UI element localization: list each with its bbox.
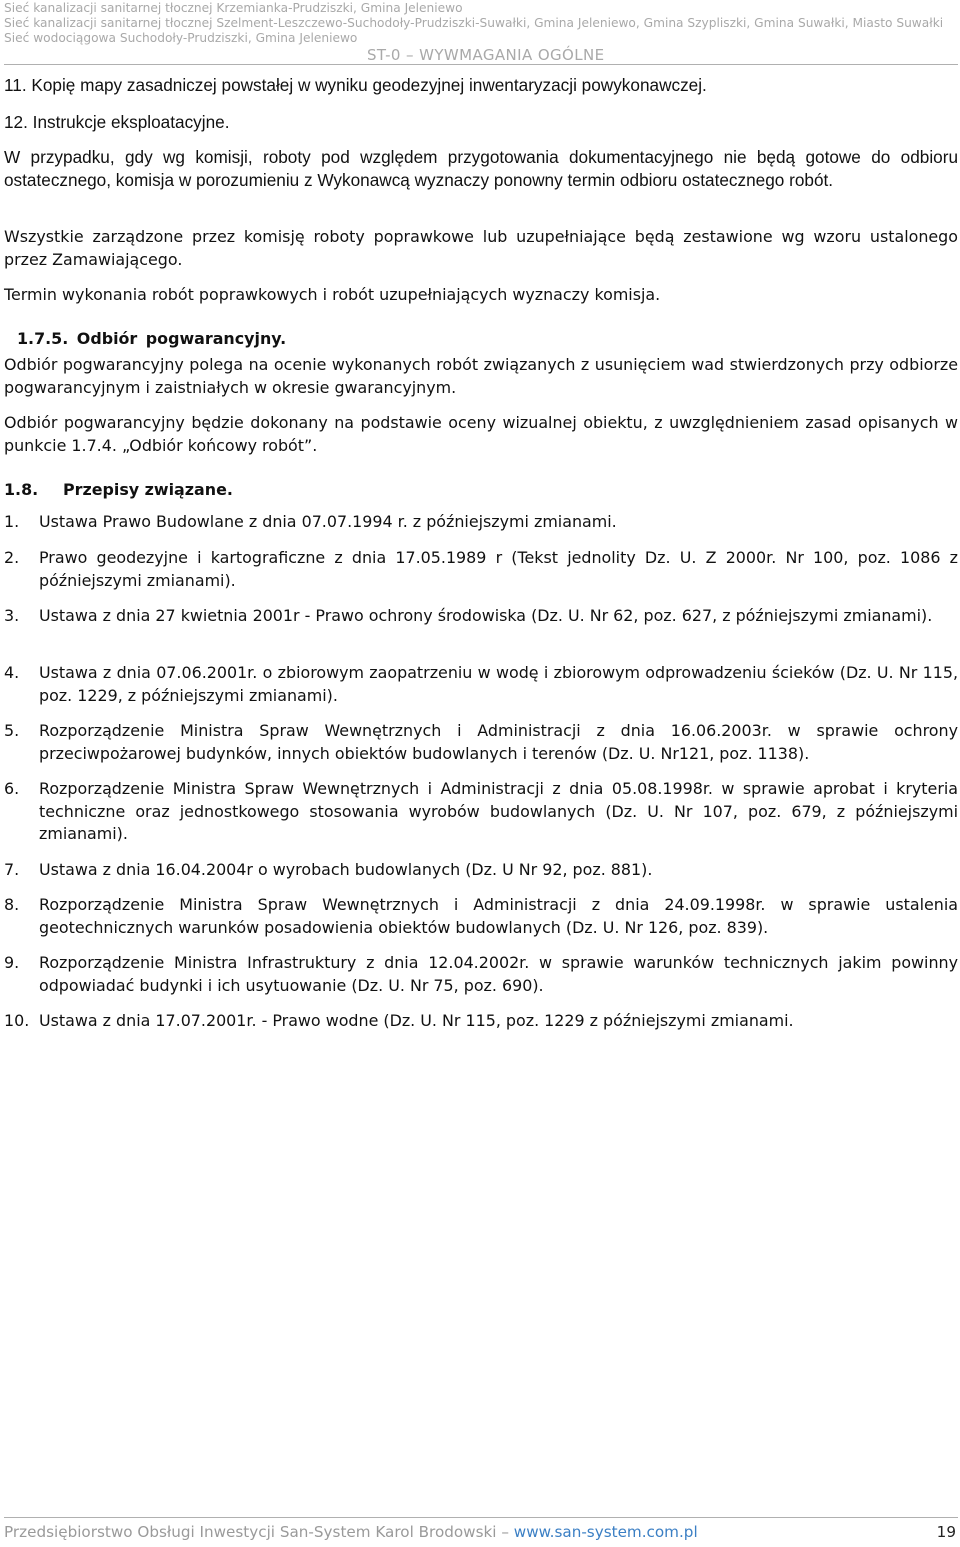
header-line-3: Sieć wodociągowa Suchodoły-Prudziszki, Gmina Jeleniewo — [4, 31, 358, 46]
section-heading-1-7-5: 1.7.5. Odbiór pogwarancyjny. — [17, 329, 287, 348]
regulation-text: Rozporządzenie Ministra Spraw Wewnętrznych i Administracji z dnia 16.06.2003r. w sprawie ochrony przeciwpożarowej budynków, innych obiektów budowlanych i terenów (Dz. U. Nr121, poz. 1138). — [39, 721, 958, 763]
regulation-text: Ustawa z dnia 07.06.2001r. o zbiorowym zaopatrzeniu w wodę i zbiorowym odprowadzeniu ścieków (Dz. U. Nr 115, poz. 1229, z późniejszymi zmianami). — [39, 663, 958, 705]
regulation-text: Ustawa z dnia 17.07.2001r. - Prawo wodne (Dz. U. Nr 115, poz. 1229 z późniejszymi zmianami. — [39, 1011, 794, 1030]
regulation-text: Ustawa z dnia 27 kwietnia 2001r - Prawo ochrony środowiska (Dz. U. Nr 62, poz. 627, z późniejszymi zmianami). — [39, 606, 933, 625]
section-number-1-8: 1.8. — [4, 480, 39, 499]
regulation-item — [4, 952, 958, 997]
regulation-number: 5. — [4, 721, 20, 740]
header-line-2: Sieć kanalizacji sanitarnej tłocznej Szelment-Leszczewo-Suchodoły-Prudziszki-Suwałki, Gmina Jeleniewo, Gmina Szypliszki, Gmina Suwałki, Miasto Suwałki — [4, 16, 944, 31]
footer-divider — [4, 1517, 958, 1518]
regulation-number: 9. — [4, 953, 20, 972]
page-footer — [4, 1523, 956, 1547]
company-website-link[interactable]: www.san-system.com.pl — [513, 1523, 698, 1541]
regulation-text: Rozporządzenie Ministra Spraw Wewnętrznych i Administracji z dnia 24.09.1998r. w sprawie ustalenia geotechnicznych warunków posadowienia obiektów budowlanych (Dz. U. Nr 126, poz. 839). — [39, 895, 958, 937]
regulation-text: Rozporządzenie Ministra Infrastruktury z dnia 12.04.2002r. w sprawie warunków technicznych jakim powinny odpowiadać budynki i ich usytuowanie (Dz. U. Nr 75, poz. 690). — [39, 953, 958, 995]
regulation-item — [4, 1010, 958, 1033]
regulation-text: Ustawa Prawo Budowlane z dnia 07.07.1994 r. z późniejszymi zmianami. — [39, 512, 617, 531]
regulation-text: Prawo geodezyjne i kartograficzne z dnia 17.05.1989 r (Tekst jednolity Dz. U. Z 2000r. Nr 100, poz. 1086 z późniejszymi zmianami). — [39, 548, 958, 590]
regulation-number: 1. — [4, 512, 20, 531]
regulation-number: 6. — [4, 779, 20, 798]
header-line-1: Sieć kanalizacji sanitarnej tłocznej Krzemianka-Prudziszki, Gmina Jeleniewo — [4, 1, 463, 15]
section-heading-1-8: Przepisy związane. — [63, 480, 233, 499]
regulation-item — [4, 720, 958, 765]
spec-code: ST-0 – WYWMAGANIA OGÓLNE — [367, 46, 605, 64]
regulation-item — [4, 859, 958, 882]
regulation-text: Rozporządzenie Ministra Spraw Wewnętrznych i Administracji z dnia 05.08.1998r. w sprawie aprobat i kryteria techniczne oraz jednostkowego stosowania wyrobów budowlanych (Dz. U. Nr 107, poz. 679, z późniejszymi zmianami). — [39, 779, 958, 843]
paragraph-final-acceptance: W przypadku, gdy wg komisji, roboty pod względem przygotowania dokumentacyjnego nie będą gotowe do odbioru ostatecznego, komisja w porozumieniu z Wykonawcą wyznaczy ponowny termin odbioru ostatecznego robót. — [4, 147, 958, 190]
paragraph-post-warranty-1: Odbiór pogwarancyjny polega na ocenie wykonanych robót związanych z usunięciem wad stwierdzonych przy odbiorze pogwarancyjnym i zaistniałych w okresie gwarancyjnym. — [4, 355, 958, 397]
paragraph-deadline: Termin wykonania robót poprawkowych i robót uzupełniających wyznaczy komisja. — [4, 285, 661, 304]
regulation-text: Ustawa z dnia 16.04.2004r o wyrobach budowlanych (Dz. U Nr 92, poz. 881). — [39, 860, 653, 879]
regulation-item — [4, 547, 958, 592]
regulation-number: 8. — [4, 895, 20, 914]
regulation-item — [4, 605, 958, 628]
regulation-item — [4, 511, 958, 534]
regulation-number: 2. — [4, 548, 20, 567]
company-name: Przedsiębiorstwo Obsługi Inwestycji San-System Karol Brodowski – — [4, 1523, 514, 1541]
page-header — [4, 1, 956, 64]
regulation-number: 3. — [4, 606, 20, 625]
regulation-number: 10. — [4, 1011, 30, 1030]
footer-company — [4, 1523, 698, 1541]
regulation-item — [4, 778, 958, 846]
regulation-item — [4, 662, 958, 707]
regulation-item — [4, 894, 958, 939]
regulation-number: 7. — [4, 860, 20, 879]
paragraph-corrective-works: Wszystkie zarządzone przez komisję roboty poprawkowe lub uzupełniające będą zestawione wg wzoru ustalonego przez Zamawiającego. — [4, 227, 958, 269]
regulation-number: 4. — [4, 663, 20, 682]
list-item-11: 11. Kopię mapy zasadniczej powstałej w wyniku geodezyjnej inwentaryzacji powykonawczej. — [4, 75, 707, 95]
list-item-12: 12. Instrukcje eksploatacyjne. — [4, 112, 230, 132]
page-number: 19 — [936, 1523, 956, 1541]
paragraph-post-warranty-2: Odbiór pogwarancyjny będzie dokonany na podstawie oceny wizualnej obiektu, z uwzględnieniem zasad opisanych w punkcie 1.7.4. „Odbiór końcowy robót”. — [4, 413, 958, 455]
header-divider — [4, 64, 958, 65]
